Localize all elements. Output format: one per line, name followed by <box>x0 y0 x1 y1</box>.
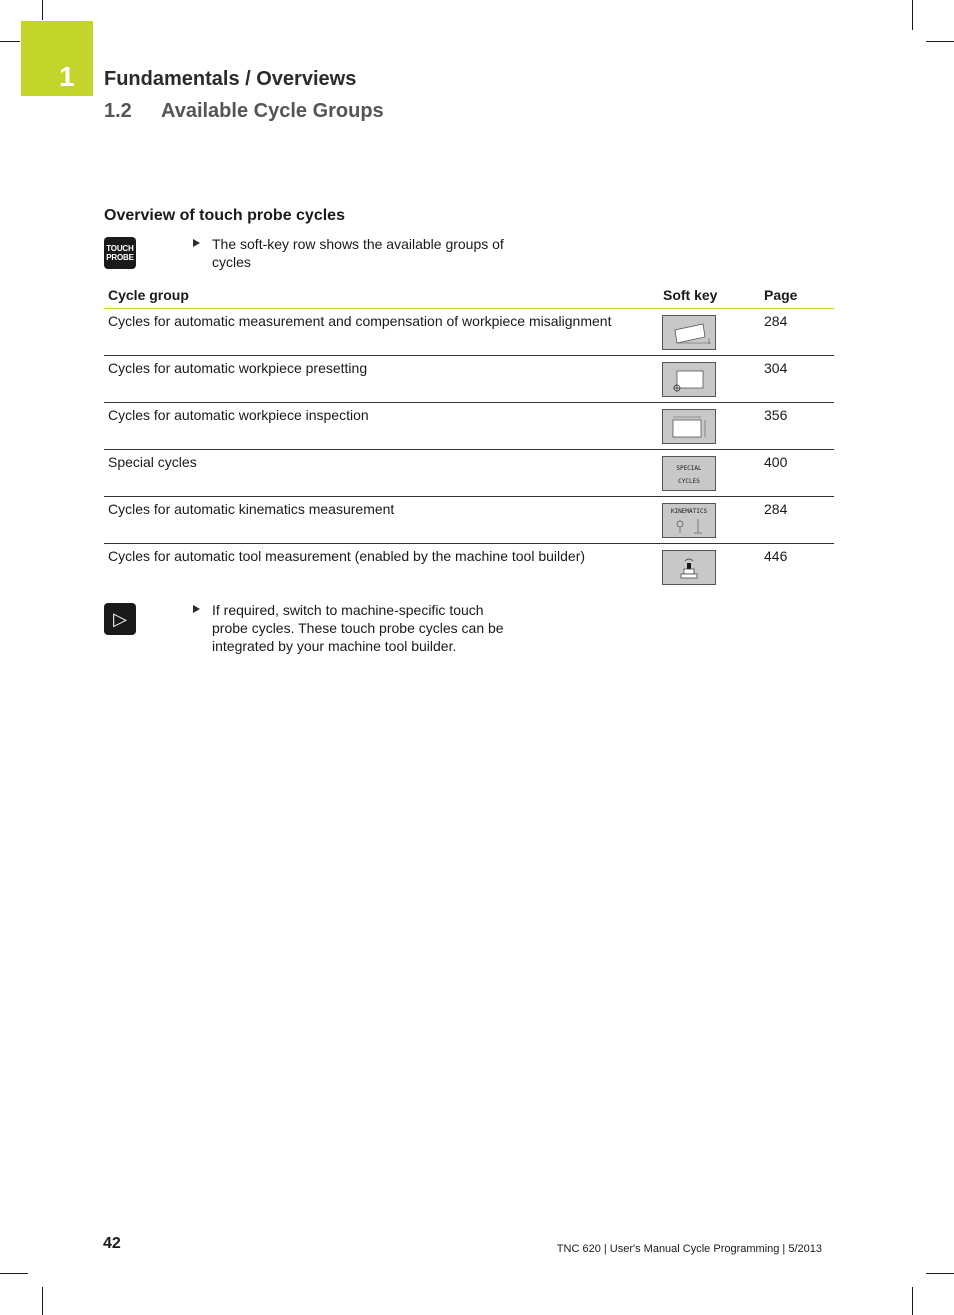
preset-softkey-icon[interactable] <box>662 362 716 397</box>
touch-probe-key-icon <box>104 237 136 269</box>
table-header <box>104 283 834 309</box>
chapter-tab <box>21 21 93 96</box>
next-softkey-row-icon <box>104 603 136 635</box>
page-cell: 446 <box>764 548 788 564</box>
page-cell: 304 <box>764 360 788 376</box>
table-row <box>104 403 834 450</box>
crop-mark <box>926 41 954 42</box>
next-key-glyph: ▷ <box>113 609 127 629</box>
cycle-groups-table <box>104 283 834 590</box>
kinematics-softkey-icon[interactable] <box>662 503 716 538</box>
cycle-group-cell: Cycles for automatic workpiece presetting <box>108 360 368 376</box>
crop-mark <box>912 1287 913 1315</box>
page-cell: 356 <box>764 407 788 423</box>
chapter-number: 1 <box>59 61 75 92</box>
crop-mark <box>0 1273 28 1274</box>
tool-measurement-softkey-icon[interactable] <box>662 550 716 585</box>
rotation-softkey-icon[interactable] <box>662 315 716 350</box>
table-row <box>104 309 834 356</box>
header-page: Page <box>764 287 798 303</box>
second-bullet-line: integrated by your machine tool builder. <box>212 638 457 654</box>
crop-mark <box>912 0 913 30</box>
crop-mark <box>42 1287 43 1315</box>
cycle-group-cell: Cycles for automatic workpiece inspection <box>108 407 369 423</box>
intro-bullet-line: cycles <box>212 254 251 270</box>
bullet-arrow-icon <box>193 605 200 613</box>
special-cycles-softkey-icon[interactable] <box>662 456 716 491</box>
page-cell: 400 <box>764 454 788 470</box>
crop-mark <box>926 1273 954 1274</box>
cycle-group-cell: Special cycles <box>108 454 197 470</box>
touch-probe-key-label: TOUCH <box>106 244 134 253</box>
page-cell: 284 <box>764 313 788 329</box>
cycle-group-cell: Cycles for automatic kinematics measurement <box>108 501 395 517</box>
bullet-arrow-icon <box>193 239 200 247</box>
cycle-group-cell: Cycles for automatic measurement and compensation of workpiece misalignment <box>108 313 612 329</box>
second-bullet <box>193 601 553 655</box>
intro-bullet <box>193 235 553 271</box>
softkey-label: KINEMATICS <box>670 508 708 515</box>
measuring-softkey-icon[interactable] <box>662 409 716 444</box>
section-title: Available Cycle Groups <box>161 100 384 122</box>
header-soft-key: Soft key <box>663 287 718 303</box>
touch-probe-key-label: PROBE <box>106 253 134 262</box>
table-row <box>104 356 834 403</box>
chapter-title: Fundamentals / Overviews <box>104 68 357 90</box>
intro-bullet-line: The soft-key row shows the available groups of <box>212 236 504 252</box>
page-heading: Overview of touch probe cycles <box>104 207 345 224</box>
second-bullet-line: If required, switch to machine-specific touch <box>212 602 484 618</box>
cycle-group-cell: Cycles for automatic tool measurement (enabled by the machine tool builder) <box>108 548 586 564</box>
table-row <box>104 544 834 590</box>
table-row <box>104 450 834 497</box>
page-number: 42 <box>103 1235 121 1252</box>
crop-mark <box>0 41 20 42</box>
softkey-label: SPECIAL <box>676 465 702 472</box>
header-cycle-group: Cycle group <box>108 287 189 303</box>
table-row <box>104 497 834 544</box>
softkey-label: CYCLES <box>678 478 700 485</box>
section-number: 1.2 <box>104 100 132 122</box>
page-cell: 284 <box>764 501 788 517</box>
second-bullet-line: probe cycles. These touch probe cycles can be <box>212 620 504 636</box>
crop-mark <box>42 0 43 20</box>
footer-text: TNC 620 | User's Manual Cycle Programming | 5/2013 <box>556 1243 822 1255</box>
